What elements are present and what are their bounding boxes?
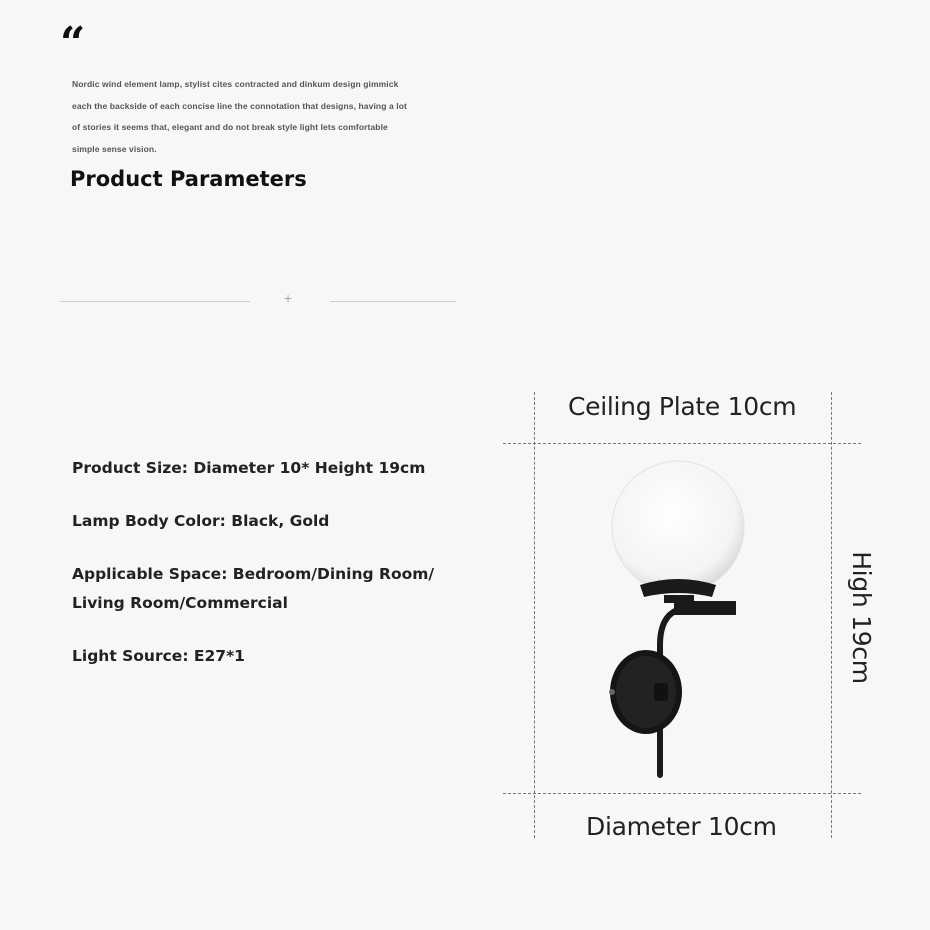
param-light-source: Light Source: E27*1 bbox=[72, 647, 245, 665]
glass-globe bbox=[612, 461, 744, 593]
divider-right bbox=[330, 301, 456, 302]
guide-right bbox=[831, 392, 832, 838]
intro-line: simple sense vision. bbox=[72, 143, 157, 154]
lamp-illustration bbox=[590, 455, 790, 785]
param-applicable-space-cont: Living Room/Commercial bbox=[72, 594, 288, 612]
plus-icon: + bbox=[284, 290, 293, 306]
param-body-color: Lamp Body Color: Black, Gold bbox=[72, 512, 330, 530]
section-title: Product Parameters bbox=[70, 167, 307, 191]
intro-line: each the backside of each concise line the connotation that designs, having a lot bbox=[72, 100, 407, 111]
param-product-size: Product Size: Diameter 10* Height 19cm bbox=[72, 459, 426, 477]
dim-diameter: Diameter 10cm bbox=[586, 812, 777, 841]
param-applicable-space: Applicable Space: Bedroom/Dining Room/ bbox=[72, 565, 435, 583]
divider-left bbox=[60, 301, 250, 302]
quote-icon: “ bbox=[60, 18, 86, 69]
dim-height: High 19cm bbox=[846, 551, 876, 684]
intro-paragraph bbox=[72, 74, 472, 160]
guide-bottom bbox=[503, 793, 861, 794]
intro-line: of stories it seems that, elegant and do not break style light lets comfortable bbox=[72, 122, 388, 132]
lamp-joint bbox=[654, 683, 668, 701]
lamp-arm bbox=[674, 601, 736, 615]
guide-left bbox=[534, 392, 535, 838]
guide-top bbox=[503, 443, 861, 444]
dim-ceiling-plate: Ceiling Plate 10cm bbox=[568, 392, 797, 421]
intro-line: Nordic wind element lamp, stylist cites contracted and dinkum design gimmick bbox=[72, 79, 399, 89]
